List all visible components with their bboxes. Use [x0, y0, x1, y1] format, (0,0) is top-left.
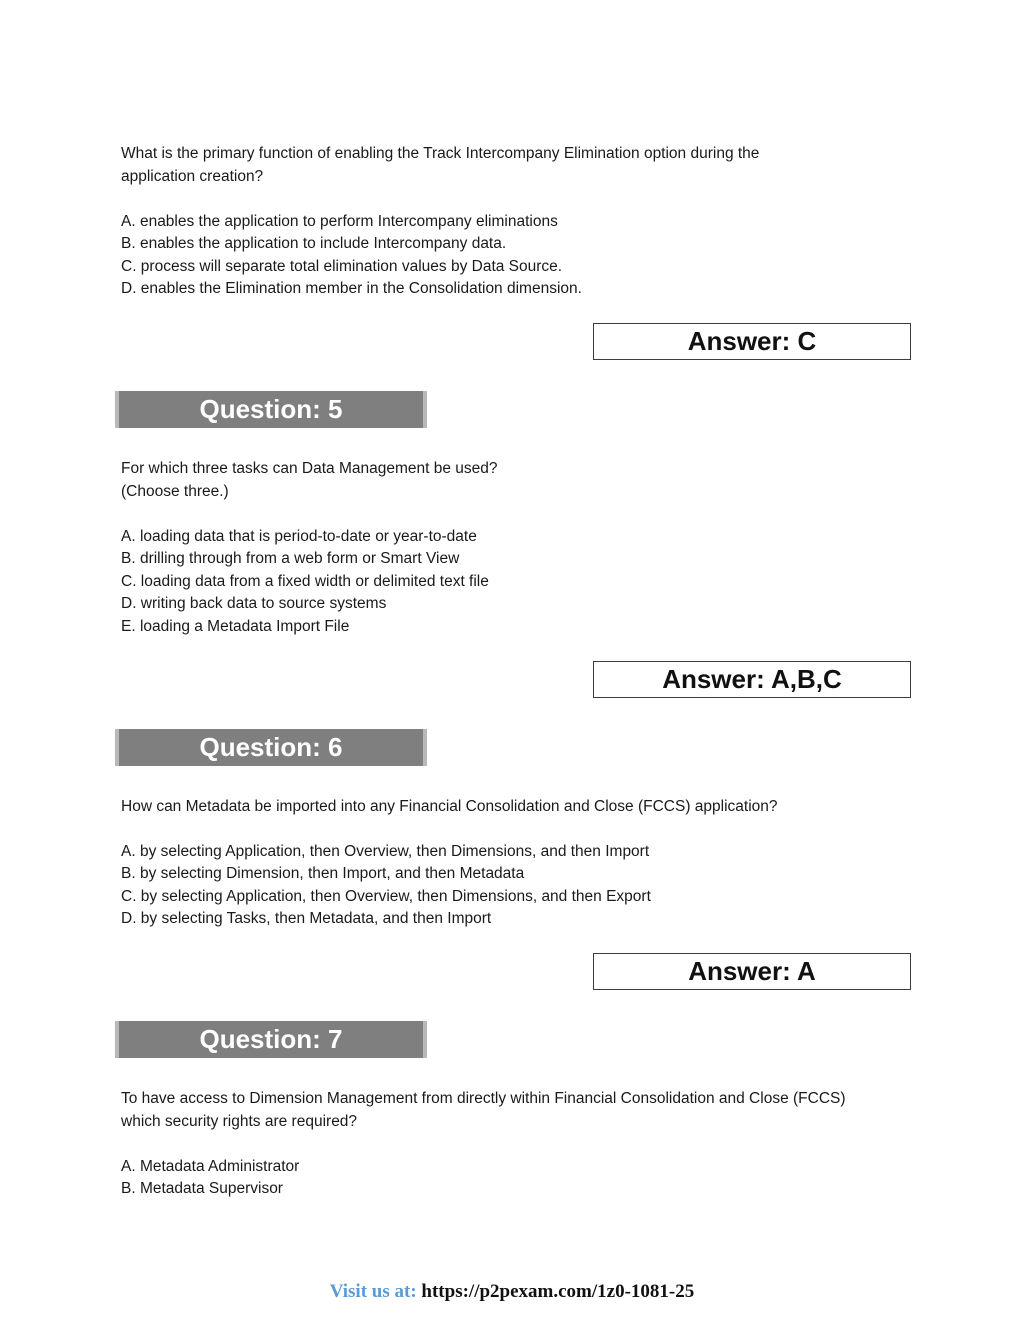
- question-7-option-b: B. Metadata Supervisor: [121, 1180, 283, 1197]
- question-4-option-b: B. enables the application to include Intercompany data.: [121, 235, 507, 252]
- question-6-option-a: A. by selecting Application, then Overview, then Dimensions, and then Import: [121, 843, 650, 860]
- page-footer: [0, 1281, 1024, 1303]
- question-6-option-d: D. by selecting Tasks, then Metadata, and then Import: [121, 910, 492, 927]
- question-4-option-d: D. enables the Elimination member in the Consolidation dimension.: [121, 280, 582, 297]
- footer-url-link[interactable]: https://p2pexam.com/1z0-1081-25: [421, 1281, 695, 1302]
- question-6-option-c: C. by selecting Application, then Overview, then Dimensions, and then Export: [121, 888, 651, 905]
- question-4-option-a: A. enables the application to perform Intercompany eliminations: [121, 213, 558, 230]
- question-5-text-line-2: (Choose three.): [121, 483, 229, 500]
- question-5-banner: Question: 5: [115, 391, 427, 428]
- question-5-option-e: E. loading a Metadata Import File: [121, 618, 350, 635]
- question-7-option-a: A. Metadata Administrator: [121, 1158, 300, 1175]
- question-6-answer-box: Answer: A: [593, 953, 911, 990]
- footer-visit-label: Visit us at:: [329, 1281, 417, 1302]
- question-7-text-line-2: which security rights are required?: [121, 1113, 358, 1130]
- question-5-answer-box: Answer: A,B,C: [593, 661, 911, 698]
- question-7-banner: Question: 7: [115, 1021, 427, 1058]
- question-4-answer-box: Answer: C: [593, 323, 911, 360]
- question-4-text-line-1: What is the primary function of enabling the Track Intercompany Elimination option during the: [121, 145, 760, 162]
- question-5-option-d: D. writing back data to source systems: [121, 595, 387, 612]
- question-5-option-a: A. loading data that is period-to-date or year-to-date: [121, 528, 477, 545]
- question-5-text-line-1: For which three tasks can Data Management be used?: [121, 460, 498, 477]
- question-6-banner: Question: 6: [115, 729, 427, 766]
- question-6-text-line-1: How can Metadata be imported into any Financial Consolidation and Close (FCCS) application?: [121, 798, 778, 815]
- question-4-text-line-2: application creation?: [121, 168, 264, 185]
- question-5-option-c: C. loading data from a fixed width or delimited text file: [121, 573, 489, 590]
- question-4-option-c: C. process will separate total elimination values by Data Source.: [121, 258, 563, 275]
- question-7-text-line-1: To have access to Dimension Management from directly within Financial Consolidation and Close (FCCS): [121, 1090, 846, 1107]
- question-6-option-b: B. by selecting Dimension, then Import, and then Metadata: [121, 865, 525, 882]
- question-5-option-b: B. drilling through from a web form or Smart View: [121, 550, 460, 567]
